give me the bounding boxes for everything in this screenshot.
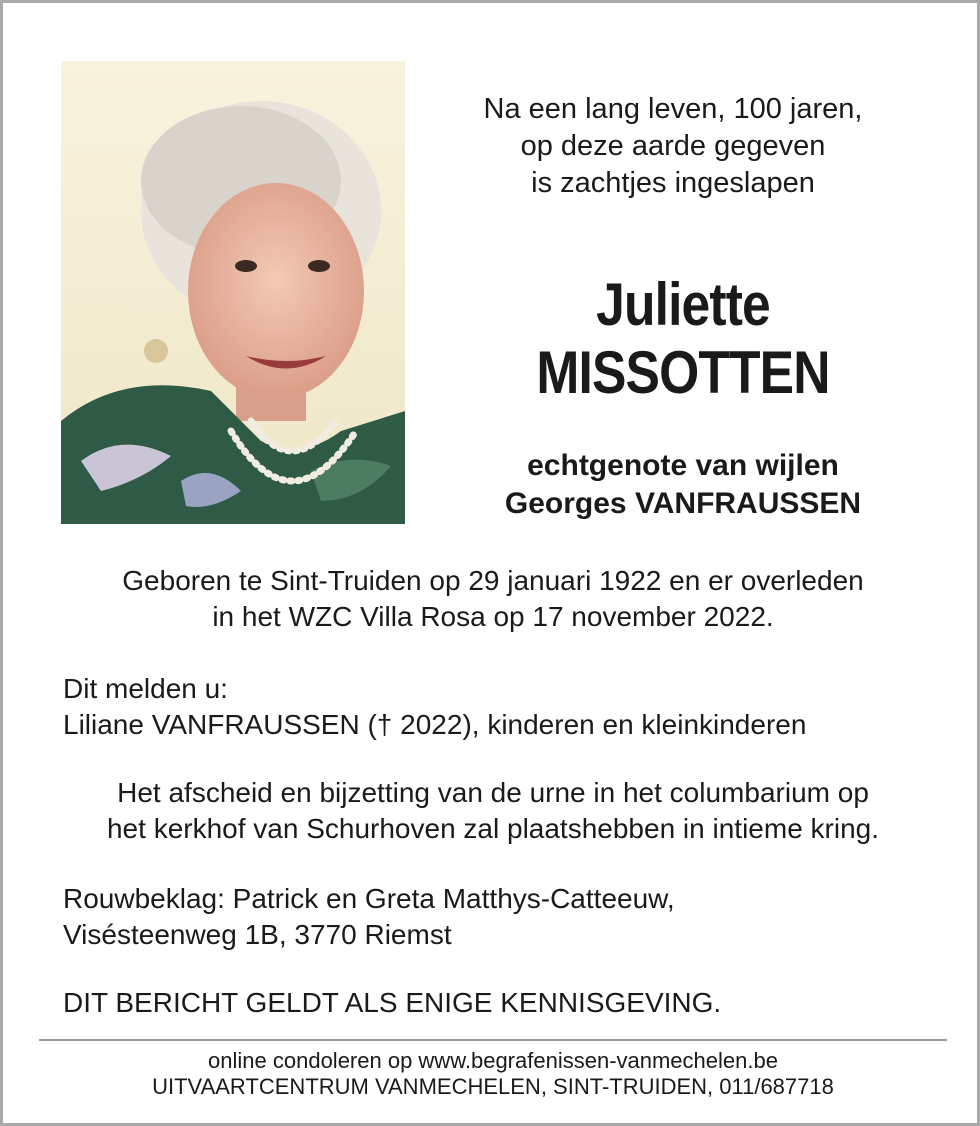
announcers-line: Dit melden u: (63, 673, 228, 704)
announcers-line: Liliane VANFRAUSSEN († 2022), kinderen en kleinkinderen (63, 709, 807, 740)
first-name: Juliette (596, 271, 770, 338)
born-line: in het WZC Villa Rosa op 17 november 2022. (212, 601, 774, 632)
birth-death-info (43, 563, 943, 635)
portrait-illustration (61, 61, 405, 524)
footer-funeral-home: UITVAARTCENTRUM VANMECHELEN, SINT-TRUIDEN, 011/687718 (152, 1074, 834, 1099)
intro-line: Na een lang leven, 100 jaren, (483, 93, 863, 125)
last-name: MISSOTTEN (536, 339, 830, 406)
footer (43, 1048, 943, 1100)
deceased-name (459, 271, 906, 407)
intro-line: op deze aarde gegeven (520, 130, 826, 162)
notice (63, 985, 943, 1021)
ceremony-info (43, 775, 943, 847)
divider (39, 1039, 947, 1041)
notice-text: DIT BERICHT GELDT ALS ENIGE KENNISGEVING. (63, 987, 722, 1018)
ceremony-line: het kerkhof van Schurhoven zal plaatshebben in intieme kring. (106, 813, 880, 844)
ceremony-line: Het afscheid en bijzetting van de urne in het columbarium op (117, 777, 869, 808)
announcers (63, 671, 943, 743)
footer-condolence-link[interactable]: online condoleren op www.begrafenissen-vanmechelen.be (208, 1048, 778, 1073)
intro-verse (423, 91, 923, 202)
spouse-line: echtgenote van wijlen (527, 449, 839, 482)
spouse-info (423, 447, 943, 523)
born-line: Geboren te Sint-Truiden op 29 januari 1922 en er overleden (122, 565, 864, 596)
address-line: Visésteenweg 1B, 3770 Riemst (63, 919, 452, 950)
address-line: Rouwbeklag: Patrick en Greta Matthys-Catteeuw, (63, 883, 675, 914)
spouse-line: Georges VANFRAUSSEN (504, 487, 862, 520)
condolence-address (63, 881, 943, 953)
portrait-photo (61, 61, 405, 524)
intro-line: is zachtjes ingeslapen (531, 167, 815, 199)
